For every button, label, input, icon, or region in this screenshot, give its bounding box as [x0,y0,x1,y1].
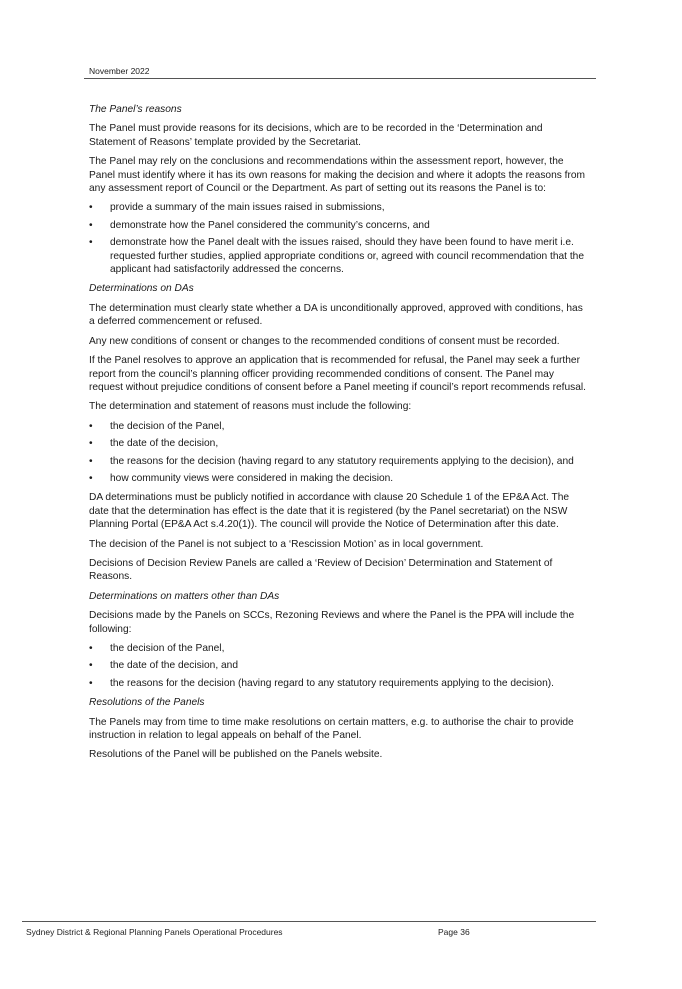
list-item: • the reasons for the decision (having regard to any statutory requirements applying to the decision). [89,677,589,690]
list-item: • how community views were considered in making the decision. [89,472,589,485]
footer-page-number: Page 36 [438,927,470,937]
section-heading: Resolutions of the Panels [89,697,205,709]
paragraph: Decisions of Decision Review Panels are called a ‘Review of Decision’ Determination and Statement of Reasons. [89,557,553,583]
paragraph: Any new conditions of consent or changes to the recommended conditions of consent must be recorded. [89,335,560,347]
bullet-list [89,201,589,276]
paragraph: The Panel must provide reasons for its decisions, which are to be recorded in the ‘Determination and Statement of Reasons’ template provided by the Secretariat. [89,123,543,148]
paragraph: DA determinations must be publicly notified in accordance with clause 20 Schedule 1 of the EP&A Act. The date that the determination has effect is the date that it is registered (by the Panel secretariat) on the NSW Planning Portal (EP&A Act s.4.20(1)). The council will provide the Notice of Determination after this date. [89,492,570,531]
list-item: • the decision of the Panel, [89,420,589,433]
section-heading: Determinations on matters other than DAs [89,590,280,602]
list-item: • the reasons for the decision (having regard to any statutory requirements applying to the decision), and [89,455,589,468]
bullet-list [89,642,589,690]
header-divider [84,78,596,79]
list-item: • the date of the decision, and [89,659,589,672]
paragraph: The Panel may rely on the conclusions and recommendations within the assessment report, however, the Panel must identify where it has its own reasons for making the decision and where it adopts the reasons from any assessment report of Council or the Department. As part of setting out its reasons the Panel is to: [89,156,586,195]
footer-divider [22,921,596,922]
section-heading: Determinations on DAs [89,283,194,295]
list-item: • demonstrate how the Panel considered the community’s concerns, and [89,219,589,232]
paragraph: The Panels may from time to time make resolutions on certain matters, e.g. to authorise the chair to provide instruction in relation to legal appeals on behalf of the Panel. [89,716,574,742]
paragraph: If the Panel resolves to approve an application that is recommended for refusal, the Panel may seek a further report from the council’s planning officer providing recommended conditions of consent. The Panel may request without prejudice conditions of consent before a Panel meeting if council’s report recommends refusal. [89,355,587,393]
section-heading: The Panel’s reasons [89,104,182,115]
list-item: • provide a summary of the main issues raised in submissions, [89,201,589,214]
paragraph: The determination must clearly state whether a DA is unconditionally approved, approved with conditions, has a deferred commencement or refused. [89,302,583,328]
paragraph: Resolutions of the Panel will be published on the Panels website. [89,749,383,761]
bullet-list [89,420,589,486]
paragraph: The decision of the Panel is not subject to a ‘Rescission Motion’ as in local government. [89,538,484,550]
list-item: • demonstrate how the Panel dealt with the issues raised, should they have been found to have merit i.e. requested further studies, applied appropriate conditions or, agreed with council recommendation that the applicant had satisfactorily addressed the concerns. [89,236,589,276]
paragraph: Decisions made by the Panels on SCCs, Rezoning Reviews and where the Panel is the PPA will include the following: [89,610,575,635]
list-item: • the date of the decision, [89,437,589,450]
document-body [89,103,589,768]
header-date: November 2022 [89,66,150,76]
paragraph: The determination and statement of reasons must include the following: [89,401,412,413]
list-item: • the decision of the Panel, [89,642,589,655]
footer-document-title: Sydney District & Regional Planning Panels Operational Procedures [26,927,283,937]
